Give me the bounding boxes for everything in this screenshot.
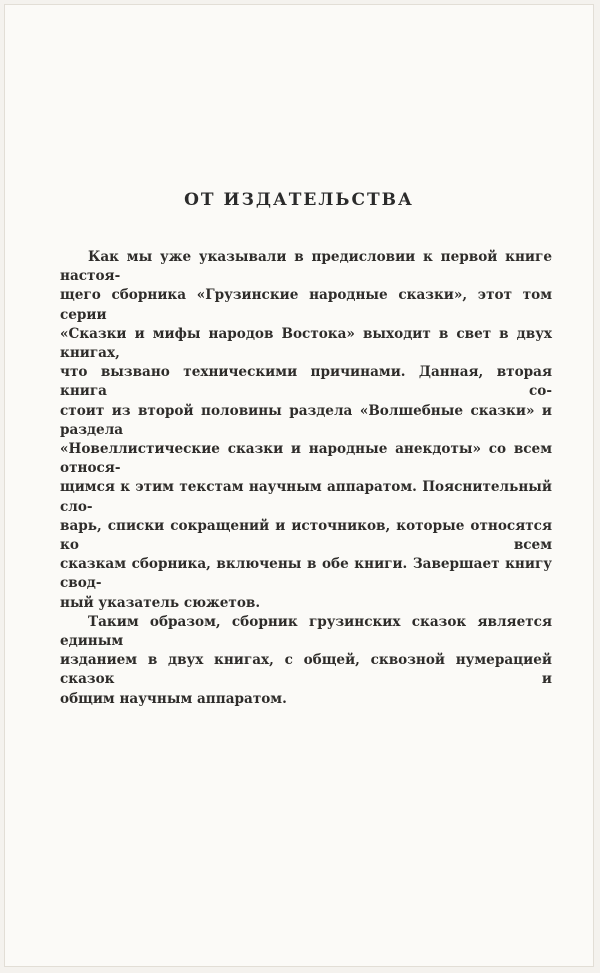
book-page [4,4,594,967]
text-line: изданием в двух книгах, с общей, сквозной нумерацией сказок и [60,652,552,688]
text-line: общим научным аппаратом. [60,690,287,707]
text-line: ный указатель сюжетов. [60,594,261,611]
text-line: Как мы уже указывали в предисловии к первой книге настоя- [60,249,552,285]
text-line: стоит из второй половины раздела «Волшебные сказки» и раздела [60,402,552,438]
text-line: сказкам сборника, включены в обе книги. Завершает книгу свод- [60,556,552,592]
text-line: щего сборника «Грузинские народные сказки», этот том серии [60,287,552,323]
text-line: Таким образом, сборник грузинских сказок является единым [60,613,552,650]
text-line: щимся к этим текстам научным аппаратом. Пояснительный сло- [60,479,552,515]
body-text [60,248,552,709]
text-line: варь, списки сокращений и источников, которые относятся ко всем [60,517,552,554]
text-line: «Сказки и мифы народов Востока» выходит в свет в двух книгах, [60,325,552,362]
paragraph [60,613,552,709]
text-line: что вызвано техническими причинами. Данная, вторая книга со- [60,364,552,400]
text-line: «Новеллистические сказки и народные анекдоты» со всем относя- [60,441,552,477]
paragraph [60,248,552,613]
page-title: ОТ ИЗДАТЕЛЬСТВА [184,190,414,210]
